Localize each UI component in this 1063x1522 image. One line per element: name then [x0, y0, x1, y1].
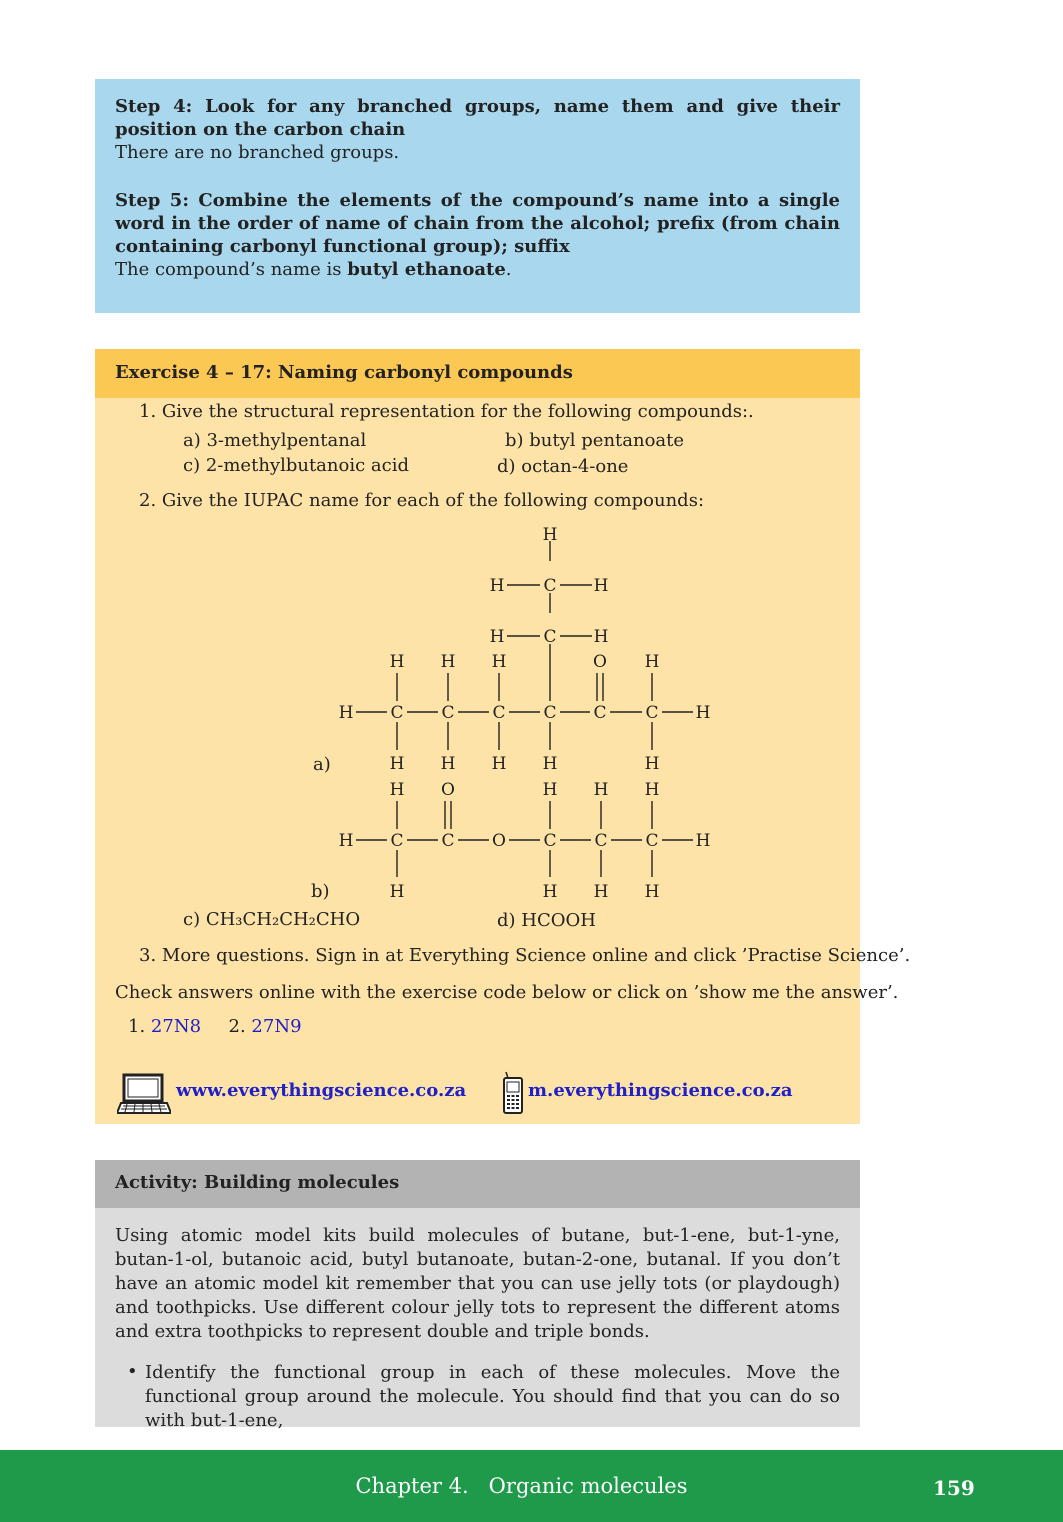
- code-number: 1.: [128, 1016, 146, 1037]
- question-2a-label: a): [313, 754, 331, 775]
- question-1d: d) octan-4-one: [497, 456, 629, 477]
- activity-title: Activity: Building molecules: [95, 1160, 860, 1208]
- atom-h: H: [542, 882, 558, 902]
- question-2d: d) HCOOH: [497, 910, 596, 931]
- atom-c: C: [543, 831, 557, 851]
- page-number: 159: [933, 1476, 975, 1500]
- page-footer: [0, 1450, 1063, 1522]
- step5-text-suffix: .: [505, 259, 512, 280]
- mobile-website-link[interactable]: m.everythingscience.co.za: [528, 1080, 793, 1101]
- exercise-codes: [128, 1016, 302, 1037]
- atom-h: H: [489, 576, 505, 596]
- activity-bullet: Identify the functional group in each of these molecules. Move the functional group around the molecule. You should find that you can do so with but-1-ene,: [145, 1362, 840, 1431]
- atom-c: C: [492, 703, 506, 723]
- chapter-title: Chapter 4. Organic molecules: [355, 1474, 688, 1498]
- atom-h: H: [491, 754, 507, 774]
- atom-c: C: [594, 831, 608, 851]
- compound-name: butyl ethanoate: [347, 259, 506, 280]
- question-1a: a) 3-methylpentanal: [183, 430, 367, 451]
- step4-heading: Step 4: Look for any branched groups, name them and give their position on the carbon chain: [115, 96, 840, 140]
- atom-c: C: [543, 703, 557, 723]
- atom-h: H: [593, 576, 609, 596]
- atom-h: H: [338, 703, 354, 723]
- code-number: 2.: [228, 1016, 246, 1037]
- atom-h: H: [593, 780, 609, 800]
- atom-h: H: [338, 831, 354, 851]
- atom-o: O: [593, 652, 607, 672]
- question-3: 3. More questions. Sign in at Everything Science online and click ’Practise Science’.: [139, 945, 911, 966]
- atom-h: H: [695, 831, 711, 851]
- step5-text: [115, 258, 840, 282]
- atom-c: C: [441, 703, 455, 723]
- atom-h: H: [542, 525, 558, 545]
- atom-h: H: [644, 780, 660, 800]
- step5-heading: Step 5: Combine the elements of the compound’s name into a single word in the order of name of chain from the alcohol; prefix (from chain containing carbonyl functional group); suffix: [115, 190, 840, 257]
- atom-c: C: [390, 703, 404, 723]
- step5-text-prefix: The compound’s name is: [115, 259, 348, 280]
- atom-c: C: [593, 703, 607, 723]
- atom-h: H: [389, 652, 405, 672]
- activity-box: [95, 1160, 860, 1431]
- atom-h: H: [644, 754, 660, 774]
- atom-c: C: [441, 831, 455, 851]
- atom-h: H: [389, 780, 405, 800]
- atom-o: O: [492, 831, 506, 851]
- atom-h: H: [542, 754, 558, 774]
- website-link[interactable]: www.everythingscience.co.za: [176, 1080, 467, 1101]
- question-1c: c) 2-methylbutanoic acid: [183, 455, 409, 476]
- worked-example-box: [95, 79, 860, 313]
- atom-h: H: [593, 882, 609, 902]
- atom-h: H: [440, 754, 456, 774]
- question-2c-prefix: c): [183, 909, 206, 930]
- structural-formulas: [95, 519, 860, 909]
- question-2: 2. Give the IUPAC name for each of the following compounds:: [139, 490, 705, 511]
- atom-o: O: [441, 780, 455, 800]
- exercise-box: [95, 349, 911, 1124]
- atom-c: C: [390, 831, 404, 851]
- atom-h: H: [491, 652, 507, 672]
- atom-c: C: [645, 703, 659, 723]
- atom-h: H: [389, 754, 405, 774]
- mobile-phone-icon: [500, 1071, 526, 1115]
- atom-h: H: [489, 627, 505, 647]
- exercise-code-link[interactable]: 27N8: [150, 1016, 202, 1037]
- atom-h: H: [644, 882, 660, 902]
- atom-h: H: [695, 703, 711, 723]
- atom-c: C: [543, 627, 557, 647]
- atom-h: H: [542, 780, 558, 800]
- question-2b-label: b): [311, 881, 330, 902]
- exercise-title: Exercise 4 – 17: Naming carbonyl compounds: [95, 349, 860, 398]
- atom-c: C: [543, 576, 557, 596]
- question-2c-formula: CH₃CH₂CH₂CHO: [205, 909, 361, 930]
- exercise-code-link[interactable]: 27N9: [251, 1016, 302, 1037]
- question-1: 1. Give the structural representation for the following compounds:.: [139, 401, 754, 422]
- question-2c: [183, 909, 360, 930]
- atom-c: C: [645, 831, 659, 851]
- bullet-icon: •: [127, 1361, 138, 1382]
- question-1b: b) butyl pentanoate: [505, 430, 685, 451]
- activity-body: Using atomic model kits build molecules of butane, but-1-ene, but-1-yne, butan-1-ol, butanoic acid, butyl butanoate, butan-2-one, butanal. If you don’t have an atomic model kit remember that you can use jelly tots (or playdough) and toothpicks. Use different colour jelly tots to represent the different atoms and extra toothpicks to represent double and triple bonds.: [115, 1225, 840, 1342]
- atom-h: H: [593, 627, 609, 647]
- atom-h: H: [389, 882, 405, 902]
- step4-text: There are no branched groups.: [115, 142, 400, 163]
- laptop-icon: [117, 1073, 171, 1115]
- atom-h: H: [440, 652, 456, 672]
- atom-h: H: [644, 652, 660, 672]
- check-answers-text: Check answers online with the exercise code below or click on ’show me the answer’.: [115, 982, 899, 1003]
